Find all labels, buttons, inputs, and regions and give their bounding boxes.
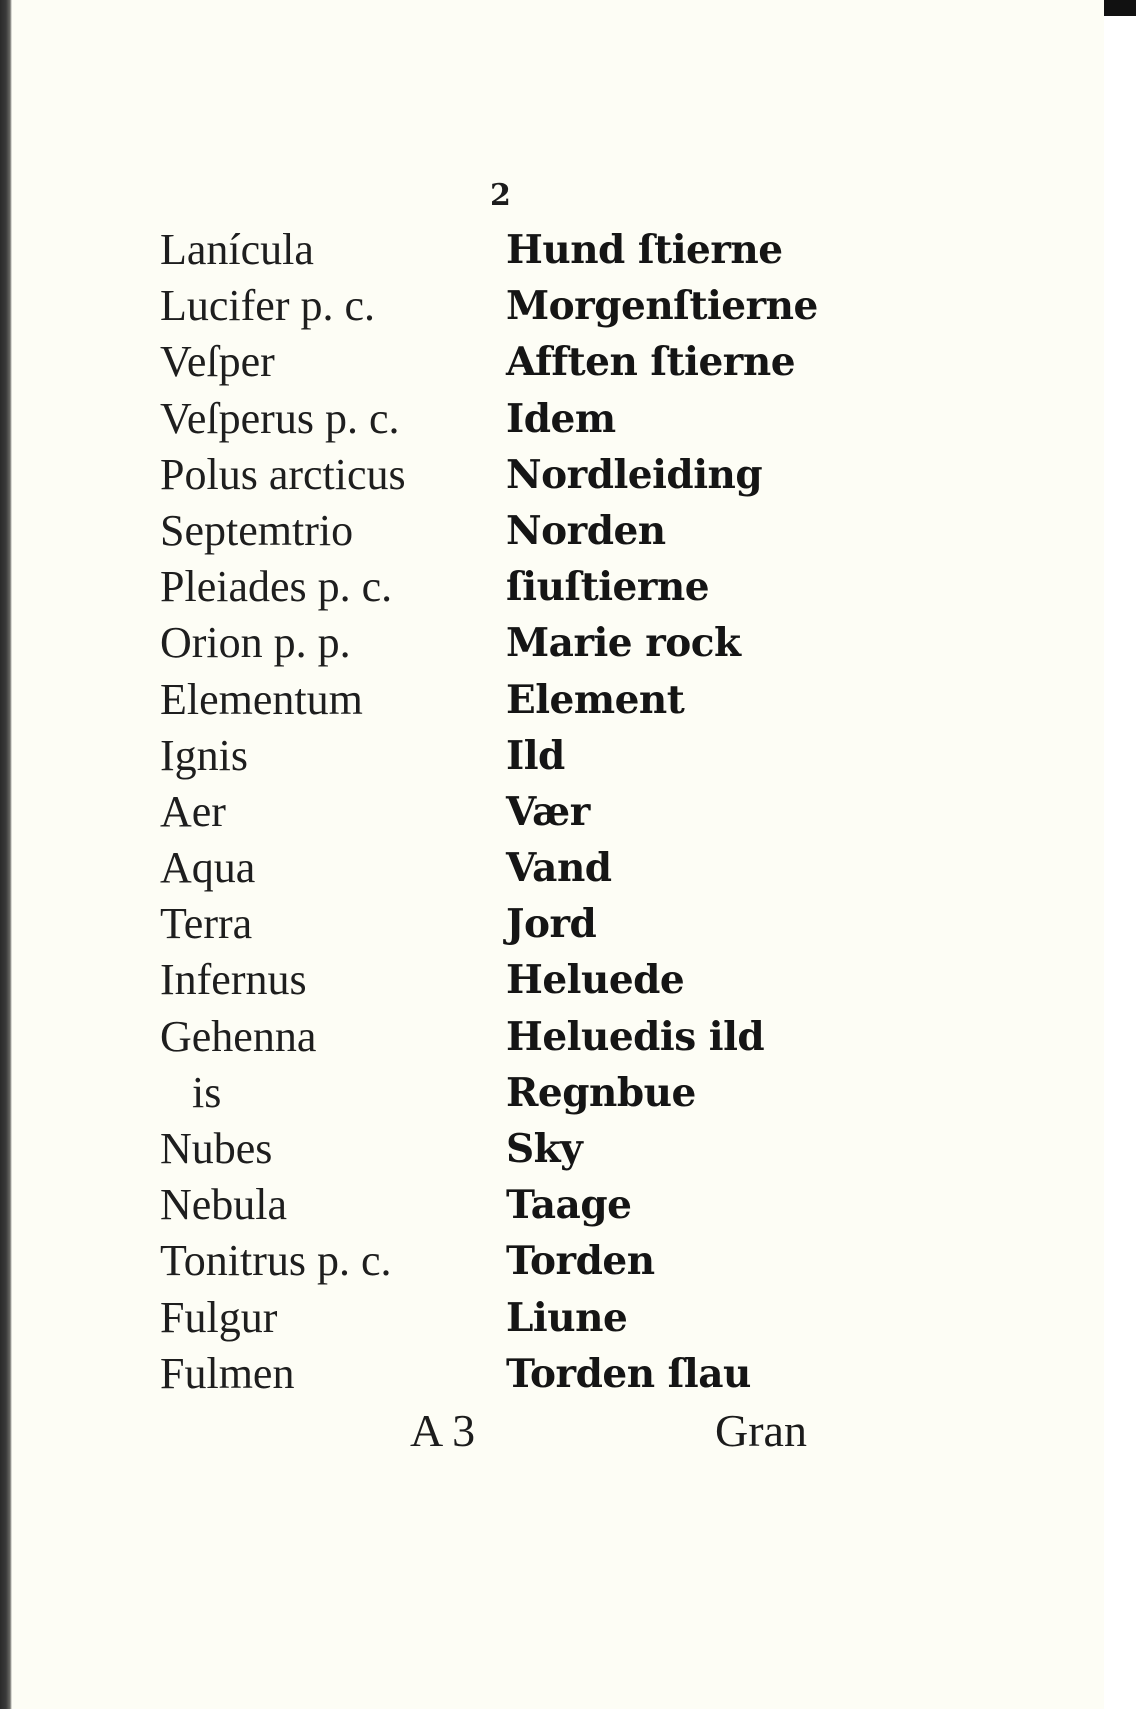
danish-term: Norden (506, 507, 666, 554)
page-number: 2 (490, 178, 511, 213)
catchword: Gran (715, 1405, 807, 1456)
glossary-row (160, 1181, 860, 1237)
latin-term: Polus arcticus (160, 449, 406, 499)
glossary-row (160, 563, 860, 619)
danish-term: Taage (506, 1182, 632, 1229)
glossary-row (160, 507, 860, 563)
danish-term: Regnbue (506, 1069, 696, 1116)
latin-term: Septemtrio (160, 505, 354, 555)
danish-term: Element (506, 676, 685, 723)
danish-term: Heluede (506, 957, 685, 1004)
page-footer (410, 1404, 870, 1464)
glossary-list (160, 226, 860, 1406)
danish-term: Liune (506, 1294, 628, 1341)
danish-term: Jord (506, 901, 597, 948)
latin-term: Terra (160, 899, 253, 949)
latin-term: Nubes (160, 1124, 273, 1173)
glossary-row (160, 338, 860, 394)
danish-term: Torden (506, 1238, 655, 1285)
glossary-row (160, 956, 860, 1012)
scan-corner-mark (1104, 0, 1136, 16)
latin-term: Aqua (160, 843, 256, 893)
glossary-row (160, 1013, 860, 1069)
danish-term: Hund ſtierne (506, 227, 783, 273)
latin-term: is (192, 1067, 222, 1117)
glossary-row (160, 619, 860, 675)
glossary-row (160, 1350, 860, 1406)
latin-term: Aer (160, 786, 226, 836)
glossary-row (160, 1294, 860, 1350)
glossary-row (160, 676, 860, 732)
danish-term: Torden ſlau (506, 1350, 751, 1397)
glossary-row (160, 226, 860, 282)
glossary-row (160, 395, 860, 451)
danish-term: Morgenſtierne (506, 283, 818, 330)
latin-term: Gehenna (160, 1011, 317, 1061)
danish-term: Heluedis ild (506, 1013, 765, 1060)
signature-mark: A 3 (410, 1405, 476, 1456)
danish-term: Vær (506, 788, 590, 835)
danish-term: ſiuſtierne (506, 564, 710, 611)
latin-term: Infernus (160, 955, 307, 1005)
latin-term: Veſperus p. c. (160, 393, 400, 443)
danish-term: Sky (506, 1126, 583, 1172)
danish-term: Marie rock (506, 620, 741, 667)
glossary-row (160, 844, 860, 900)
glossary-row (160, 282, 860, 338)
latin-term: Orion p. p. (160, 618, 351, 668)
glossary-row (160, 900, 860, 956)
latin-term: Ignis (160, 730, 248, 780)
latin-term: Pleiades p. c. (160, 562, 393, 612)
danish-term: Idem (506, 395, 616, 442)
scan-right-margin (1104, 0, 1136, 1709)
danish-term: Ild (506, 732, 565, 779)
latin-term: Fulgur (160, 1292, 278, 1342)
glossary-row (160, 451, 860, 507)
latin-term: Elementum (160, 674, 363, 724)
danish-term: Afften ſtierne (506, 339, 796, 386)
latin-term: Tonitrus p. c. (160, 1236, 392, 1286)
latin-term: Nebula (160, 1180, 288, 1230)
latin-term: Fulmen (160, 1348, 295, 1398)
page-left-edge-shadow (0, 0, 12, 1709)
latin-term: Lanícula (160, 225, 314, 274)
glossary-row (160, 1237, 860, 1293)
latin-term: Veſper (160, 337, 275, 387)
glossary-row (160, 1069, 860, 1125)
latin-term: Lucifer p. c. (160, 281, 375, 331)
danish-term: Nordleiding (506, 451, 763, 498)
glossary-row (160, 732, 860, 788)
danish-term: Vand (506, 845, 612, 892)
glossary-row (160, 1125, 860, 1181)
glossary-row (160, 788, 860, 844)
